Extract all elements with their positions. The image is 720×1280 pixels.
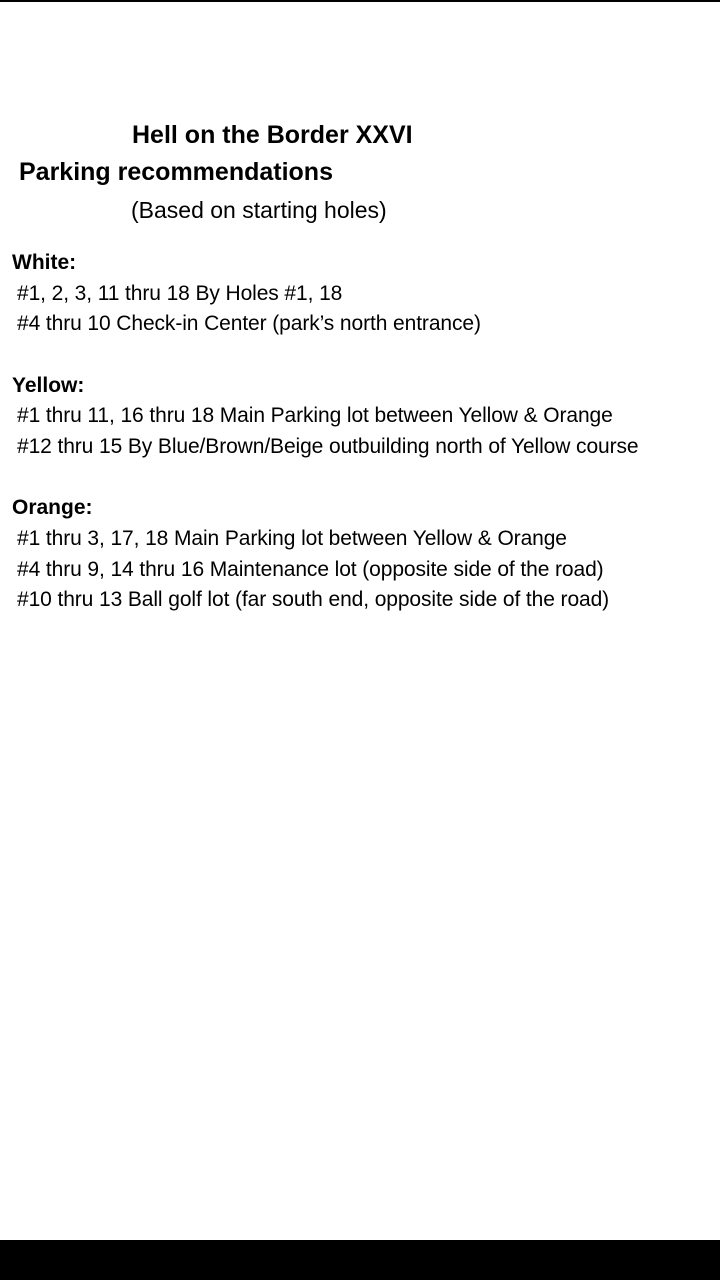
orange-parking-row: #4 thru 9, 14 thru 16 Maintenance lot (opposite side of the road) (17, 558, 604, 581)
yellow-parking-row: #1 thru 11, 16 thru 18 Main Parking lot between Yellow & Orange (17, 404, 613, 427)
section-heading-yellow: Yellow: (12, 374, 85, 397)
yellow-parking-row: #12 thru 15 By Blue/Brown/Beige outbuilding north of Yellow course (17, 435, 639, 458)
page-title: Parking recommendations (19, 158, 333, 186)
white-parking-row: #4 thru 10 Check-in Center (park’s north entrance) (17, 312, 481, 335)
section-heading-orange: Orange: (12, 496, 93, 519)
section-heading-white: White: (12, 251, 77, 274)
page-subtitle: (Based on starting holes) (131, 197, 387, 223)
orange-parking-row: #10 thru 13 Ball golf lot (far south end, opposite side of the road) (17, 588, 610, 611)
bottom-navigation-bar (0, 1240, 720, 1280)
white-parking-row: #1, 2, 3, 11 thru 18 By Holes #1, 18 (17, 282, 343, 305)
event-title: Hell on the Border XXVI (132, 121, 413, 149)
orange-parking-row: #1 thru 3, 17, 18 Main Parking lot between Yellow & Orange (17, 527, 567, 550)
